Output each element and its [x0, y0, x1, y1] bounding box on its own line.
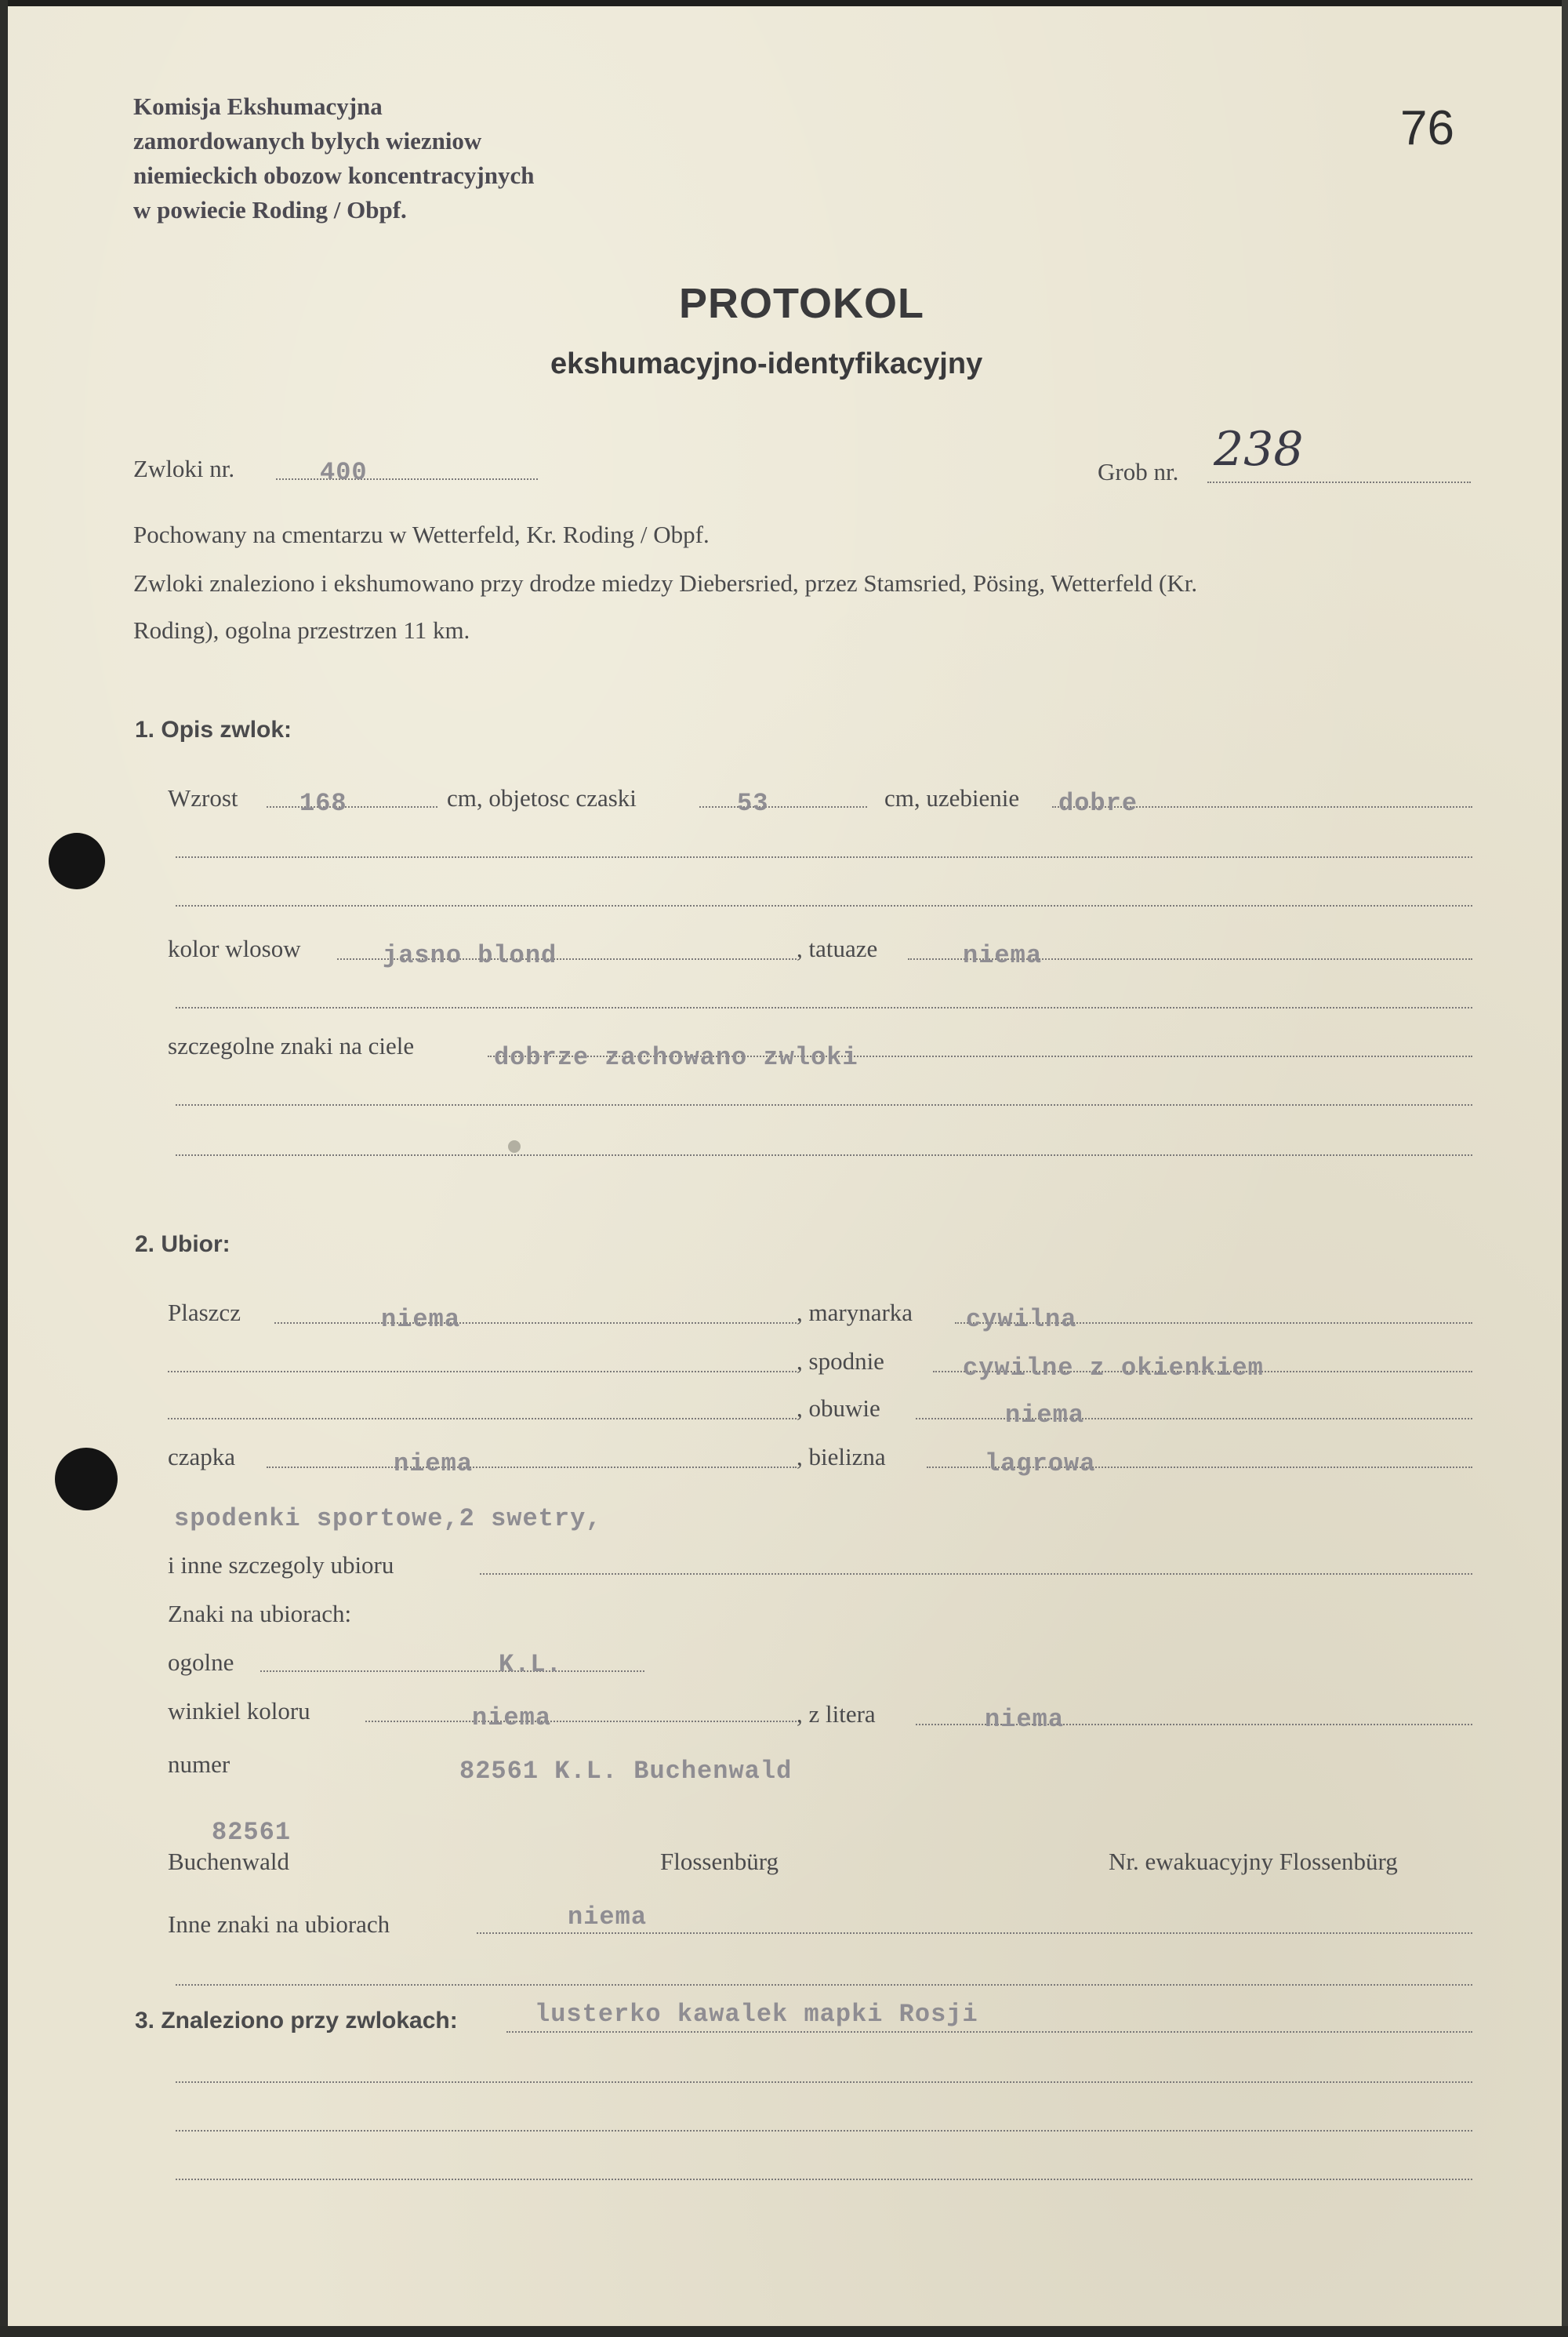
uzebienie-value: dobre	[1058, 789, 1138, 818]
winkiel-dots	[365, 1721, 797, 1722]
intro-line-3: Roding), ogolna przestrzen 11 km.	[133, 616, 470, 644]
inne-znaki-value: niema	[568, 1903, 648, 1932]
section3-blank-line-1	[176, 2081, 1472, 2083]
ogolne-dots	[260, 1670, 644, 1672]
zwloki-label: Zwloki nr.	[133, 455, 235, 482]
ogolne-label: ogolne	[168, 1648, 234, 1676]
grob-value-handwritten: 238	[1214, 422, 1304, 477]
spodnie-lead-dots	[168, 1371, 797, 1372]
buchenwald-number: 82561	[212, 1818, 292, 1847]
czapka-label: czapka	[168, 1443, 236, 1470]
grob-dots	[1207, 482, 1471, 483]
wzrost-dots	[267, 806, 437, 808]
inne-szczegoly-label: i inne szczegoly ubioru	[168, 1551, 394, 1579]
winkiel-label: winkiel koloru	[168, 1697, 310, 1725]
scan-edge-left	[0, 0, 8, 2337]
litera-value: niema	[985, 1705, 1065, 1734]
ink-smudge	[508, 1140, 521, 1153]
scan-edge-right	[1562, 0, 1568, 2337]
spodnie-label: , spodnie	[797, 1347, 884, 1375]
winkiel-value: niema	[472, 1703, 552, 1732]
inne-znaki-dots	[477, 1932, 1472, 1934]
obuwie-dots	[916, 1418, 1472, 1419]
section-2-heading: 2. Ubior:	[135, 1231, 230, 1257]
section3-blank-line-2	[176, 2130, 1472, 2132]
uzebienie-label: cm, uzebienie	[884, 784, 1020, 812]
plaszcz-value: niema	[381, 1305, 461, 1334]
zwloki-dots	[276, 478, 538, 480]
punch-hole-bottom	[55, 1448, 118, 1510]
commission-line-2: zamordowanych bylych wiezniow	[133, 127, 482, 154]
numer-label: numer	[168, 1750, 230, 1778]
tatuaze-label: , tatuaze	[797, 935, 878, 962]
znaki-value: dobrze zachowano zwloki	[494, 1043, 858, 1072]
section1-blank-line-5	[176, 1154, 1472, 1156]
czapka-value: niema	[394, 1449, 474, 1478]
extra-clothing-value: spodenki sportowe,2 swetry,	[174, 1504, 602, 1533]
kolor-label: kolor wlosow	[168, 935, 301, 962]
section2-blank-line	[176, 1984, 1472, 1986]
znaki-na-ubiorach-label: Znaki na ubiorach:	[168, 1600, 352, 1627]
section-3-heading: 3. Znaleziono przy zwlokach:	[135, 2008, 458, 2034]
numer-value: 82561 K.L. Buchenwald	[459, 1757, 793, 1786]
document-subtitle: ekshumacyjno-identyfikacyjny	[550, 347, 983, 380]
grob-label: Grob nr.	[1098, 458, 1179, 485]
marynarka-value: cywilna	[966, 1305, 1077, 1334]
obuwie-lead-dots	[168, 1418, 797, 1419]
section-1-heading: 1. Opis zwlok:	[135, 717, 292, 743]
plaszcz-label: Plaszcz	[168, 1299, 241, 1326]
zwloki-value: 400	[320, 458, 368, 487]
page-number: 76	[1400, 101, 1454, 155]
nr-ewakuacyjny-label: Nr. ewakuacyjny Flossenbürg	[1109, 1848, 1398, 1875]
czapka-dots	[267, 1467, 797, 1468]
znaki-label: szczegolne znaki na ciele	[168, 1032, 415, 1059]
bielizna-label: , bielizna	[797, 1443, 886, 1470]
document-title: PROTOKOL	[679, 280, 925, 327]
section1-blank-line-2	[176, 905, 1472, 907]
punch-hole-top	[49, 833, 105, 889]
buchenwald-label: Buchenwald	[168, 1848, 289, 1875]
section1-blank-line-3	[176, 1007, 1472, 1009]
intro-line-2: Zwloki znaleziono i ekshumowano przy drodze miedzy Diebersried, przez Stamsried, Pösing, Wetterfeld (Kr.	[133, 569, 1198, 597]
flossenburg-label: Flossenbürg	[660, 1848, 779, 1875]
kolor-value: jasno blond	[383, 941, 557, 970]
marynarka-label: , marynarka	[797, 1299, 913, 1326]
commission-line-3: niemieckich obozow koncentracyjnych	[133, 162, 535, 189]
czaska-dots	[699, 806, 867, 808]
commission-line-4: w powiecie Roding / Obpf.	[133, 196, 407, 224]
section3-blank-line-3	[176, 2179, 1472, 2180]
commission-line-1: Komisja Ekshumacyjna	[133, 93, 383, 120]
spodnie-value: cywilne z okienkiem	[963, 1354, 1264, 1383]
wzrost-value: 168	[299, 789, 347, 818]
intro-line-1: Pochowany na cmentarzu w Wetterfeld, Kr. Roding / Obpf.	[133, 521, 710, 548]
plaszcz-dots	[274, 1322, 797, 1324]
wzrost-label: Wzrost	[168, 784, 238, 812]
obuwie-value: niema	[1005, 1401, 1085, 1430]
section1-blank-line-4	[176, 1104, 1472, 1106]
scan-edge-bottom	[0, 2326, 1568, 2337]
section3-dots	[506, 2031, 1472, 2033]
bielizna-value: lagrowa	[985, 1449, 1096, 1478]
section1-blank-line-1	[176, 856, 1472, 858]
inne-szczegoly-dots	[480, 1573, 1472, 1575]
ogolne-value: K.L.	[499, 1650, 562, 1679]
scan-edge-top	[0, 0, 1568, 6]
tatuaze-value: niema	[963, 941, 1043, 970]
czaska-value: 53	[737, 789, 769, 818]
litera-label: , z litera	[797, 1700, 876, 1728]
section3-value: lusterko kawalek mapki Rosji	[535, 2000, 978, 2029]
obuwie-label: , obuwie	[797, 1394, 880, 1422]
czaska-label: cm, objetosc czaski	[447, 784, 637, 812]
inne-znaki-label: Inne znaki na ubiorach	[168, 1910, 390, 1938]
